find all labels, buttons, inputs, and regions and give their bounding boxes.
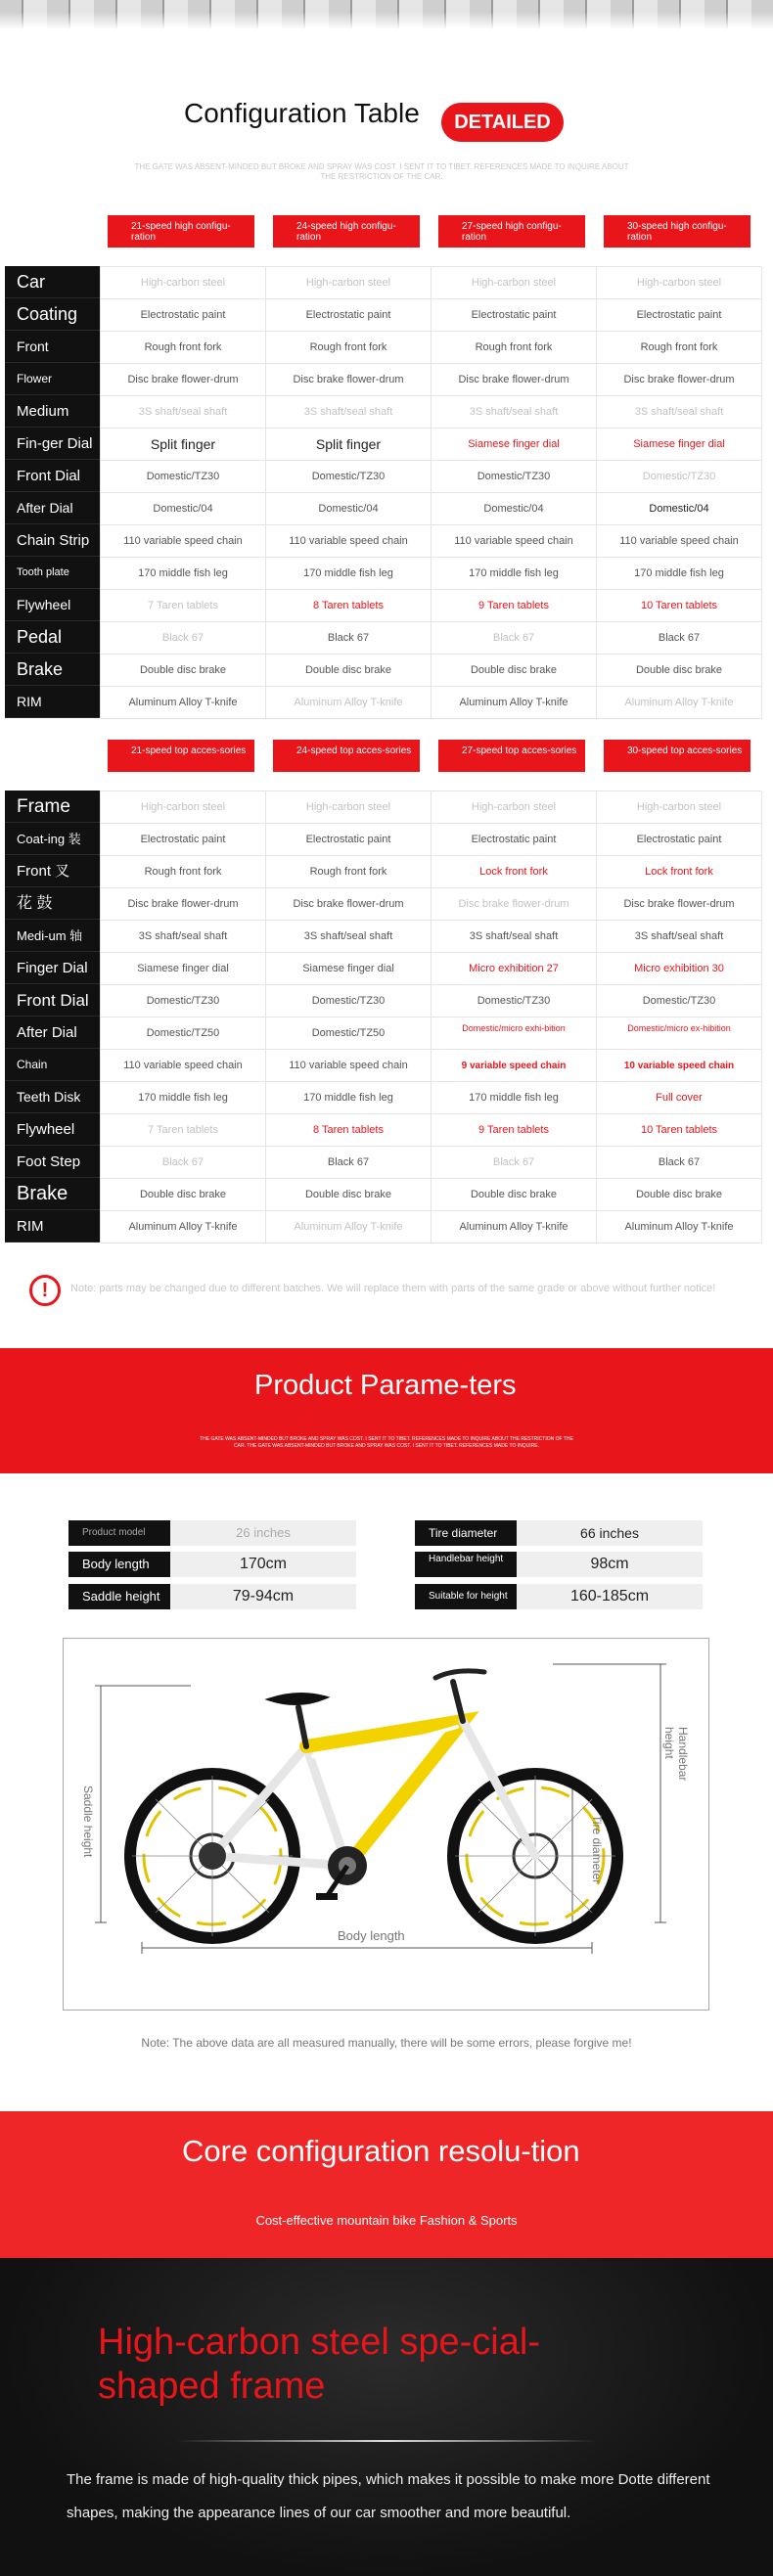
param-value-model: 26 inches — [170, 1520, 356, 1546]
table1-cell: Disc brake flower-drum — [597, 364, 762, 396]
table2-cell: Domestic/TZ30 — [432, 985, 597, 1017]
table1-cell: Black 67 — [432, 622, 597, 655]
table1-cell: Split finger — [101, 429, 266, 461]
table2-row-label: Medi-um 轴 — [5, 920, 100, 952]
table1-row-label: Flywheel — [5, 589, 100, 621]
param-label-handlebar: Handlebar height — [415, 1552, 517, 1577]
param-label-model: Product model — [68, 1520, 170, 1546]
table2-cell: 9 variable speed chain — [432, 1050, 597, 1082]
table2-cell: Domestic/TZ30 — [266, 985, 432, 1017]
table2-cell: Double disc brake — [597, 1179, 762, 1211]
table1-cell: Disc brake flower-drum — [432, 364, 597, 396]
table1-cell: Aluminum Alloy T-knife — [101, 687, 266, 719]
table1-cell: 3S shaft/seal shaft — [266, 396, 432, 429]
table1-cell: 170 middle fish leg — [101, 558, 266, 590]
table2-row-label: Frame — [5, 791, 100, 823]
table2-cell: Disc brake flower-drum — [432, 888, 597, 921]
table1-cell: Disc brake flower-drum — [101, 364, 266, 396]
table2-cell: Aluminum Alloy T-knife — [266, 1211, 432, 1243]
table2-row-label: 花 鼓 — [5, 887, 100, 920]
table1-row-label: Fin-ger Dial — [5, 428, 100, 460]
table2-cell: 10 variable speed chain — [597, 1050, 762, 1082]
bike-illustration — [64, 1639, 710, 2011]
table2-cell: 10 Taren tablets — [597, 1114, 762, 1147]
table1-cell: Domestic/04 — [266, 493, 432, 525]
table1-row-label: Brake — [5, 654, 100, 686]
table1-row-label: Front Dial — [5, 460, 100, 492]
table1-cell: 110 variable speed chain — [266, 525, 432, 558]
table2-cell: High-carbon steel — [597, 791, 762, 824]
table1-cell: Double disc brake — [266, 655, 432, 687]
table2-cell: Aluminum Alloy T-knife — [597, 1211, 762, 1243]
table2-cell: Black 67 — [432, 1147, 597, 1179]
table2-cell: Lock front fork — [432, 856, 597, 888]
frame-divider — [176, 2440, 597, 2442]
table2-cell: 170 middle fish leg — [432, 1082, 597, 1114]
table2-cell: 110 variable speed chain — [266, 1050, 432, 1082]
table2-row-label: Front Dial — [5, 984, 100, 1017]
table1-cell: Domestic/04 — [432, 493, 597, 525]
measurement-note: Note: The above data are all measured manually, there will be some errors, please forgive me! — [141, 2036, 632, 2050]
table1-cell: High-carbon steel — [266, 267, 432, 299]
table2-cell: Aluminum Alloy T-knife — [432, 1211, 597, 1243]
table1-cell: 7 Taren tablets — [101, 590, 266, 622]
frame-title: High-carbon steel spe-cial-shaped frame — [98, 2322, 540, 2407]
table2-grid — [100, 791, 761, 1243]
table1-cell: Electrostatic paint — [266, 299, 432, 332]
table1-cell: 170 middle fish leg — [597, 558, 762, 590]
table2-cell: Lock front fork — [597, 856, 762, 888]
table1-header-3: 27-speed high configu-ration — [438, 215, 585, 248]
table1-cell: Domestic/TZ30 — [101, 461, 266, 493]
table1-row-label: Chain Strip — [5, 524, 100, 557]
table2-cell: 7 Taren tablets — [101, 1114, 266, 1147]
table1-row-label: Coating — [5, 298, 100, 331]
table2-cell: High-carbon steel — [101, 791, 266, 824]
table1-row-label: Tooth plate — [5, 557, 100, 589]
table2-row-label: Coat-ing 装 — [5, 823, 100, 855]
table2-cell: 9 Taren tablets — [432, 1114, 597, 1147]
tire-diameter-label: Tire diameter — [590, 1815, 604, 1884]
table1-cell: Double disc brake — [597, 655, 762, 687]
table2-cell: Disc brake flower-drum — [597, 888, 762, 921]
table1-cell: Aluminum Alloy T-knife — [597, 687, 762, 719]
table2-cell: Full cover — [597, 1082, 762, 1114]
table2-cell: Micro exhibition 30 — [597, 953, 762, 985]
params-fineprint: THE GATE WAS ABSENT-MINDED BUT BROKE AND SPRAY WAS COST. I SENT IT TO TIBET. REFERENCES MADE TO INQUIRE ABOUT THE RESTRICTION OF THE CAR. THE GATE WAS ABSENT-MINDED BUT BROKE AND SPRAY WAS COST. I SENT IT TO TIBET. REFERENCES MADE TO INQUIRE. — [200, 1436, 573, 1449]
table1-label-column — [5, 266, 100, 718]
table1-cell: Electrostatic paint — [101, 299, 266, 332]
table2-row-label: Chain — [5, 1049, 100, 1081]
table2-cell: 3S shaft/seal shaft — [266, 921, 432, 953]
table2-cell: 3S shaft/seal shaft — [432, 921, 597, 953]
batch-note: Note: parts may be changed due to different batches. We will replace them with parts of the same grade or above without further notice! — [70, 1283, 716, 1294]
config-subtitle: THE GATE WAS ABSENT-MINDED BUT BROKE AND SPRAY WAS COST. I SENT IT TO TIBET. REFERENCES MADE TO INQUIRE ABOUT THE RESTRICTION OF THE CAR. — [134, 162, 629, 181]
table1-cell: 10 Taren tablets — [597, 590, 762, 622]
table1-cell: Domestic/TZ30 — [597, 461, 762, 493]
table2-header-4: 30-speed top acces-sories — [604, 740, 750, 772]
table2-cell: Black 67 — [101, 1147, 266, 1179]
table1-row-label: Pedal — [5, 621, 100, 654]
wood-strip-decoration — [0, 0, 773, 29]
table1-cell: Rough front fork — [101, 332, 266, 364]
table1-cell: Rough front fork — [597, 332, 762, 364]
param-value-body: 170cm — [170, 1552, 356, 1577]
table2-cell: Domestic/TZ50 — [101, 1017, 266, 1050]
table2-label-column — [5, 791, 100, 1243]
detailed-badge: DETAILED — [441, 103, 564, 142]
table2-cell: Micro exhibition 27 — [432, 953, 597, 985]
table2-cell: Electrostatic paint — [432, 824, 597, 856]
param-value-suitable: 160-185cm — [517, 1584, 703, 1609]
table2-cell: Siamese finger dial — [266, 953, 432, 985]
table2-row-label: Front 叉 — [5, 855, 100, 887]
table1-cell: 9 Taren tablets — [432, 590, 597, 622]
table1-row-label: Front — [5, 331, 100, 363]
param-value-handlebar: 98cm — [517, 1552, 703, 1577]
table2-cell: Rough front fork — [266, 856, 432, 888]
table2-cell: 110 variable speed chain — [101, 1050, 266, 1082]
table1-header-4: 30-speed high configu-ration — [604, 215, 750, 248]
table2-cell: Domestic/micro exhi-bition — [432, 1017, 597, 1050]
frame-description: The frame is made of high-quality thick pipes, which makes it possible to make more Dotte different shapes, making the appearance lines of our car smoother and more beautiful. — [67, 2471, 710, 2521]
warning-icon: ! — [29, 1275, 61, 1306]
table2-cell: High-carbon steel — [266, 791, 432, 824]
table1-grid — [100, 266, 761, 718]
param-label-body: Body length — [68, 1552, 170, 1577]
table2-cell: Disc brake flower-drum — [101, 888, 266, 921]
table1-cell: Electrostatic paint — [597, 299, 762, 332]
table1-cell: Double disc brake — [101, 655, 266, 687]
table2-cell: 170 middle fish leg — [101, 1082, 266, 1114]
table1-row-label: Car — [5, 266, 100, 298]
table1-cell: 3S shaft/seal shaft — [597, 396, 762, 429]
table1-cell: Double disc brake — [432, 655, 597, 687]
table2-cell: Double disc brake — [432, 1179, 597, 1211]
table1-cell: High-carbon steel — [101, 267, 266, 299]
config-title: Configuration Table — [184, 98, 420, 128]
param-value-saddle: 79-94cm — [170, 1584, 356, 1609]
table2-cell: 3S shaft/seal shaft — [101, 921, 266, 953]
table2-cell: Double disc brake — [101, 1179, 266, 1211]
table2-cell: 8 Taren tablets — [266, 1114, 432, 1147]
table1-row-label: RIM — [5, 686, 100, 718]
body-length-label: Body length — [338, 1928, 405, 1943]
table1-cell: High-carbon steel — [597, 267, 762, 299]
table2-row-label: Brake — [5, 1178, 100, 1210]
core-title: Core configuration resolu-tion — [182, 2134, 580, 2168]
table2-cell: Domestic/TZ50 — [266, 1017, 432, 1050]
table1-cell: Rough front fork — [432, 332, 597, 364]
table2-cell: 170 middle fish leg — [266, 1082, 432, 1114]
table2-cell: Aluminum Alloy T-knife — [101, 1211, 266, 1243]
table1-cell: 8 Taren tablets — [266, 590, 432, 622]
core-subtitle: Cost-effective mountain bike Fashion & Sports — [255, 2213, 518, 2228]
param-value-tire: 66 inches — [517, 1520, 703, 1546]
params-title: Product Parame-ters — [254, 1370, 517, 1401]
table2-cell: 3S shaft/seal shaft — [597, 921, 762, 953]
saddle-height-label: Saddle height — [81, 1785, 95, 1858]
table1-cell: Aluminum Alloy T-knife — [266, 687, 432, 719]
table1-cell: Black 67 — [266, 622, 432, 655]
table2-cell: Domestic/micro ex-hibition — [597, 1017, 762, 1050]
table2-cell: Black 67 — [266, 1147, 432, 1179]
table1-cell: Domestic/04 — [597, 493, 762, 525]
table1-cell: High-carbon steel — [432, 267, 597, 299]
table2-cell: Domestic/TZ30 — [101, 985, 266, 1017]
table1-cell: Black 67 — [597, 622, 762, 655]
table1-row-label: Flower — [5, 363, 100, 395]
table1-cell: Rough front fork — [266, 332, 432, 364]
table1-cell: Siamese finger dial — [432, 429, 597, 461]
table2-cell: Electrostatic paint — [101, 824, 266, 856]
table2-cell: Disc brake flower-drum — [266, 888, 432, 921]
table2-row-label: After Dial — [5, 1017, 100, 1049]
table1-cell: Domestic/TZ30 — [432, 461, 597, 493]
handlebar-height-label: Handlebar height — [662, 1727, 690, 1782]
table1-cell: Disc brake flower-drum — [266, 364, 432, 396]
table1-cell: 110 variable speed chain — [101, 525, 266, 558]
table2-cell: Domestic/TZ30 — [597, 985, 762, 1017]
table1-cell: Siamese finger dial — [597, 429, 762, 461]
table2-header-1: 21-speed top acces-sories — [108, 740, 254, 772]
table1-cell: 170 middle fish leg — [266, 558, 432, 590]
table1-cell: Split finger — [266, 429, 432, 461]
table2-cell: Electrostatic paint — [597, 824, 762, 856]
table2-row-label: Foot Step — [5, 1146, 100, 1178]
table2-cell: Electrostatic paint — [266, 824, 432, 856]
table1-cell: Domestic/04 — [101, 493, 266, 525]
table1-header-1: 21-speed high configu-ration — [108, 215, 254, 248]
table1-cell: 3S shaft/seal shaft — [432, 396, 597, 429]
table1-cell: 3S shaft/seal shaft — [101, 396, 266, 429]
table2-row-label: RIM — [5, 1210, 100, 1243]
table1-cell: 170 middle fish leg — [432, 558, 597, 590]
table1-header-2: 24-speed high configu-ration — [273, 215, 420, 248]
table2-header-2: 24-speed top acces-sories — [273, 740, 420, 772]
table2-cell: Siamese finger dial — [101, 953, 266, 985]
param-label-saddle: Saddle height — [68, 1584, 170, 1609]
table1-cell: Black 67 — [101, 622, 266, 655]
table2-row-label: Finger Dial — [5, 952, 100, 984]
table1-cell: Aluminum Alloy T-knife — [432, 687, 597, 719]
table2-cell: Double disc brake — [266, 1179, 432, 1211]
table1-cell: Domestic/TZ30 — [266, 461, 432, 493]
table1-row-label: Medium — [5, 395, 100, 428]
param-label-tire: Tire diameter — [415, 1520, 517, 1546]
table2-row-label: Flywheel — [5, 1113, 100, 1146]
table1-cell: 110 variable speed chain — [597, 525, 762, 558]
table1-cell: 110 variable speed chain — [432, 525, 597, 558]
table2-cell: Black 67 — [597, 1147, 762, 1179]
table2-row-label: Teeth Disk — [5, 1081, 100, 1113]
param-label-suitable: Suitable for height — [415, 1584, 517, 1609]
bike-dimension-photo — [63, 1638, 709, 2011]
table1-cell: Electrostatic paint — [432, 299, 597, 332]
table2-cell: High-carbon steel — [432, 791, 597, 824]
table2-header-3: 27-speed top acces-sories — [438, 740, 585, 772]
table1-row-label: After Dial — [5, 492, 100, 524]
table2-cell: Rough front fork — [101, 856, 266, 888]
